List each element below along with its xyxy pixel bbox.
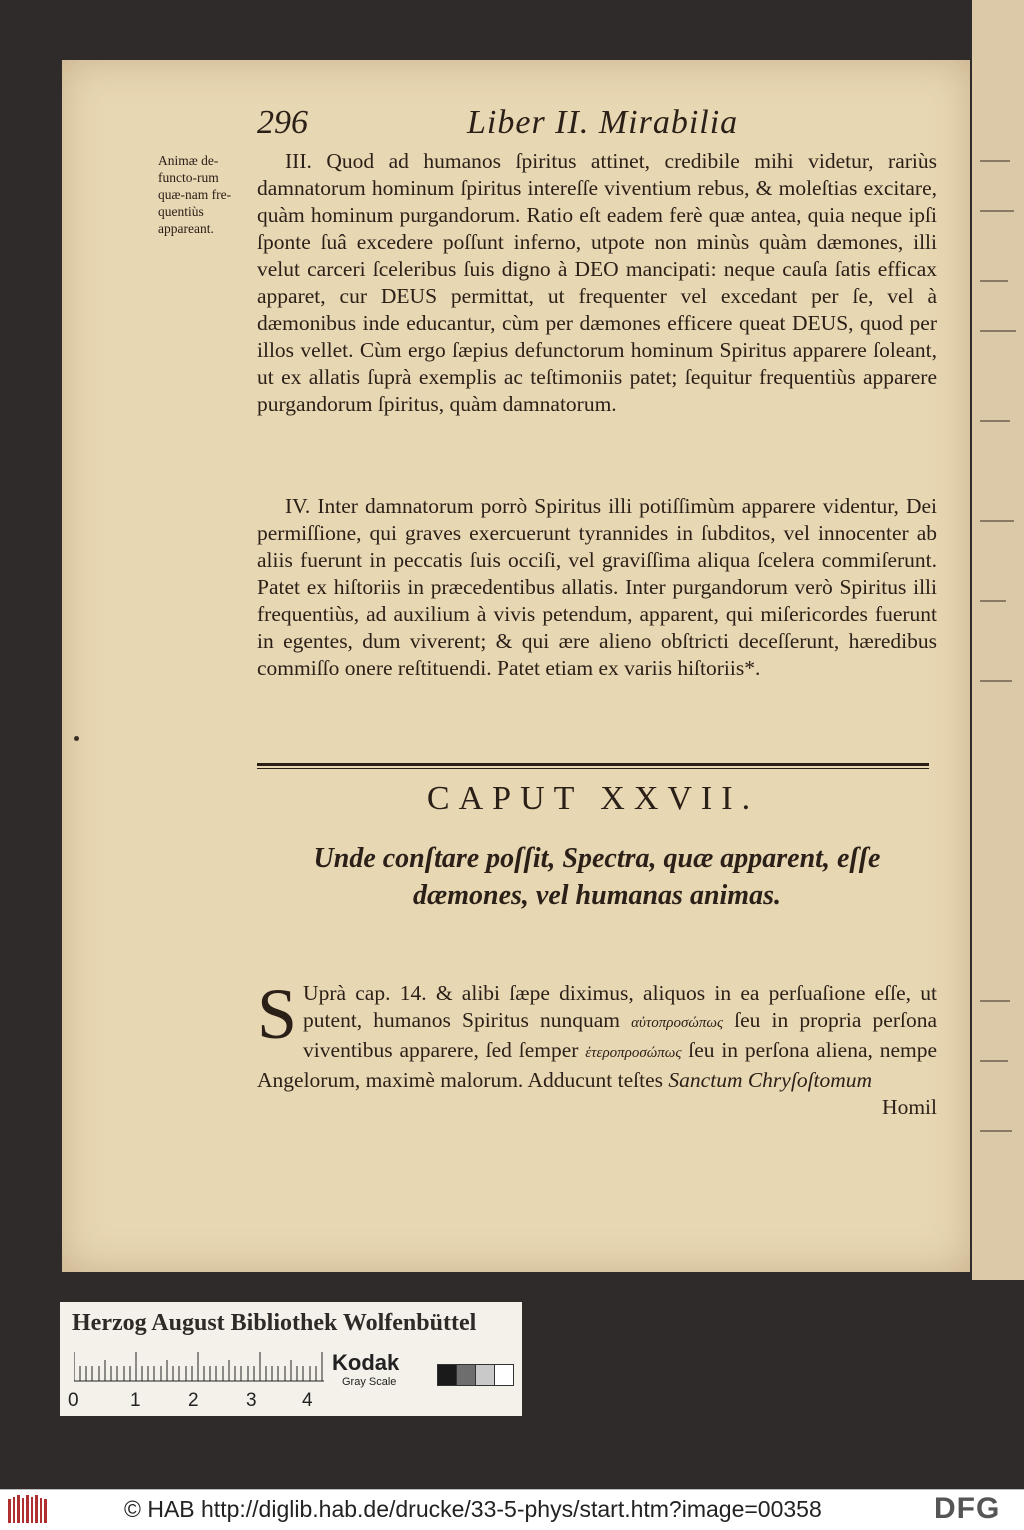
p3-text-c: ſeu in perſona aliena, nempe Angelorum, maximè malorum. Adducunt teſtes [257,1038,938,1092]
scale-number-1: 1 [130,1390,141,1411]
hab-logo-icon [8,1495,48,1525]
p3-italic-name: Sanctum Chryſoſtomum [668,1068,873,1092]
library-name: Herzog August Bibliothek Wolfenbüttel [72,1310,477,1336]
margin-note: Animæ de-functo-rum quæ-nam fre-quentiùs appareant. [158,153,232,236]
ruler-scale [74,1352,326,1382]
greek-term-2: ἑτεροπροσώπως [585,1045,682,1061]
p3-text-a: Uprà cap. 14. & alibi ſæpe diximus, aliquos in ea perſuaſione eſſe, ut putent, humanos Spiritus nunquam [303,981,937,1032]
scale-number-3: 3 [246,1390,257,1411]
paragraph-2: IV. Inter damnatorum porrò Spiritus illi potiſſimùm apparere videntur, Dei permiſſione, qui graves exercuerunt tyrannides in ſubditos, vel innocenter ab aliis fuerunt in peccatis ſuis occiſi, vel graviſſima aliqua ſcelera commiſerunt. Patet ex hiſtoriis in præcedentibus allatis. Inter purgandorum verò Spiritus illi frequentiùs, ad auxilium à vivis petendum, apparent, qui miſericordes fuerunt in egentes, dum viverent; & qui ære alieno obſtricti deceſſerunt, hæredibus commiſſo onere reſtituendi. Patet etiam ex variis hiſtoriis*. [257,494,937,680]
ink-blot [74,736,79,741]
scale-number-2: 2 [188,1390,199,1411]
scale-number-4: 4 [302,1390,313,1411]
running-title: Liber II. Mirabilia [467,104,739,141]
scale-number-0: 0 [68,1390,79,1411]
footer-bar [0,1489,1024,1530]
page-number: 296 [257,104,308,141]
dfg-logo: DFG [934,1492,1001,1525]
swatch-white [494,1364,514,1386]
greek-term-1: αὐτοπροσώπως [631,1015,724,1031]
section-rule [257,763,929,766]
footer-credit-link[interactable]: © HAB http://diglib.hab.de/drucke/33-5-phys/start.htm?image=00358 [124,1496,822,1522]
swatch-dark-gray [456,1364,476,1386]
page-header [257,104,947,154]
library-scale-label [60,1302,522,1416]
paragraph-3 [257,974,938,1121]
gray-swatches [438,1364,514,1384]
swatch-black [437,1364,457,1386]
drop-cap: S [257,974,298,1054]
p3-text-b: ſeu in propria perſona viventibus apparere, ſed ſemper [303,1008,938,1062]
chapter-heading: CAPUT XXVII. [426,780,760,817]
facing-page-edge [972,0,1024,1280]
swatch-light-gray [475,1364,495,1386]
catchword: Homil [882,1095,937,1119]
kodak-logo: Kodak [332,1350,400,1375]
book-page [62,60,970,1272]
paragraph-1: III. Quod ad humanos ſpiritus attinet, credibile mihi videtur, rariùs damnatorum hominum ſpiritus intereſſe viventium rebus, & moleſtias excitare, quàm hominum purgandorum. Ratio eſt eadem ferè quæ antea, quia neque ipſi ſponte ſuâ excedere poſſunt inferno, utpote non minùs quàm dæmones, illi velut carceri ſceleribus ſuis digno à DEO mancipati: neque cauſa ſatis efficax apparet, cur DEUS permittat, ut frequenter vel excedant per ſe, vel à dæmonibus inde educantur, cùm per dæmones efficere queat DEUS, quod per illos vellet. Cùm ergo ſæpius defunctorum hominum Spiritus apparere ſoleant, ut ex allatis ſuprà exemplis ac teſtimoniis patet; ſequitur frequentiùs apparere purgandorum ſpiritus, quàm damnatorum. [257,149,937,416]
chapter-subtitle: Unde conſtare poſſit, Spectra, quæ apparent, eſſe dæmones, vel humanas animas. [313,843,881,911]
section-rule-thin [257,768,929,769]
kodak-gray-scale: Gray Scale [342,1376,397,1388]
